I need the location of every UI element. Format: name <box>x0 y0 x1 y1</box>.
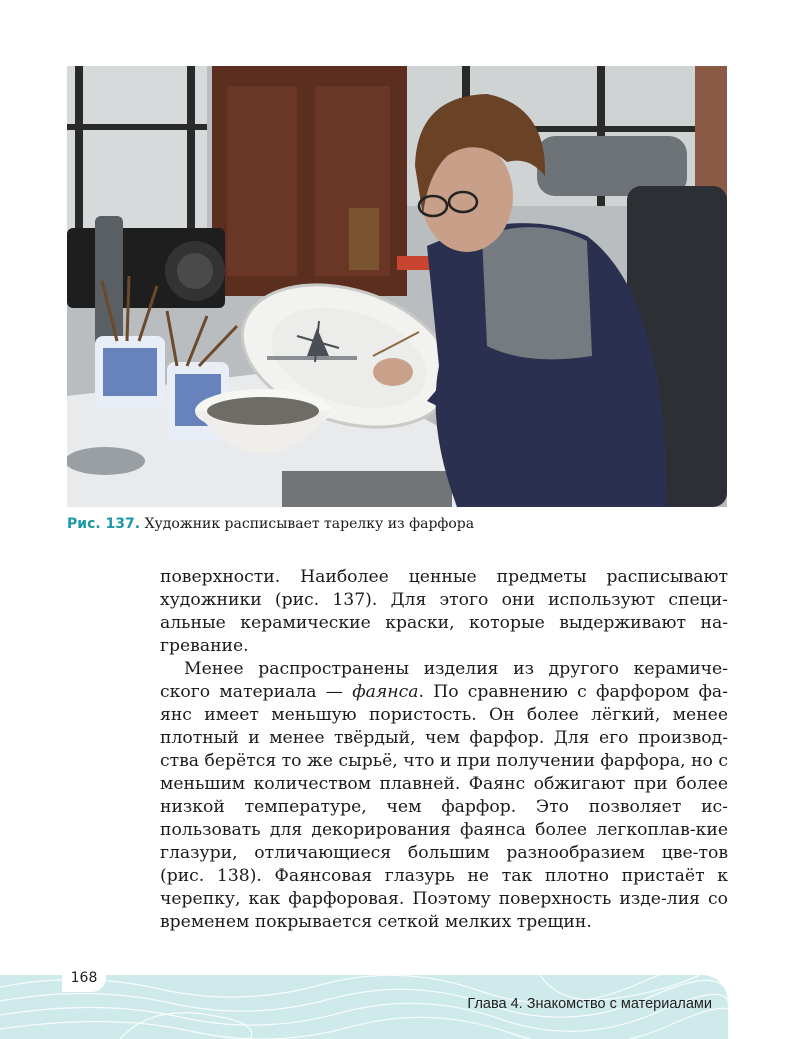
paragraph-2-start: Менее распространены изделия из другого керамиче-ского материала — <box>160 659 728 702</box>
photo-icon <box>67 66 727 507</box>
term-faience: фаянса <box>352 682 419 702</box>
paragraph-2-end: . По сравнению с фарфором фа-янс имеет меньшую пористость. Он более лёгкий, менее плотный и менее твёрдый, чем фарфор. Для его производ-ства берётся то же сырьё, что и при получении фарфора, но с меньшим количеством плавней. Фаянс обжигают при более низкой температуре, чем фарфор. Это позволяет ис-пользовать для декорирования фаянса более легкоплав-кие глазури, отличающиеся большим разнообразием цве-тов (рис. 138). Фаянсовая глазурь не так плотно пристаёт к черепку, как фарфоровая. Поэтому поверхность изде-лия со временем покрывается сеткой мелких трещин. <box>160 682 728 932</box>
figure-photo <box>67 66 727 507</box>
page-number: 168 <box>62 964 106 992</box>
paragraph-2 <box>160 658 728 934</box>
figure-label: Рис. 137. <box>67 516 141 532</box>
body-text <box>160 566 728 934</box>
paragraph-1: поверхности. Наиболее ценные предметы расписывают художники (рис. 137). Для этого они используют специ-альные керамические краски, которые выдерживают на-гревание. <box>160 567 728 656</box>
figure-caption-text: Художник расписывает тарелку из фарфора <box>144 516 475 532</box>
chapter-title: Глава 4. Знакомство с материалами <box>467 996 712 1012</box>
figure-caption <box>67 514 727 534</box>
